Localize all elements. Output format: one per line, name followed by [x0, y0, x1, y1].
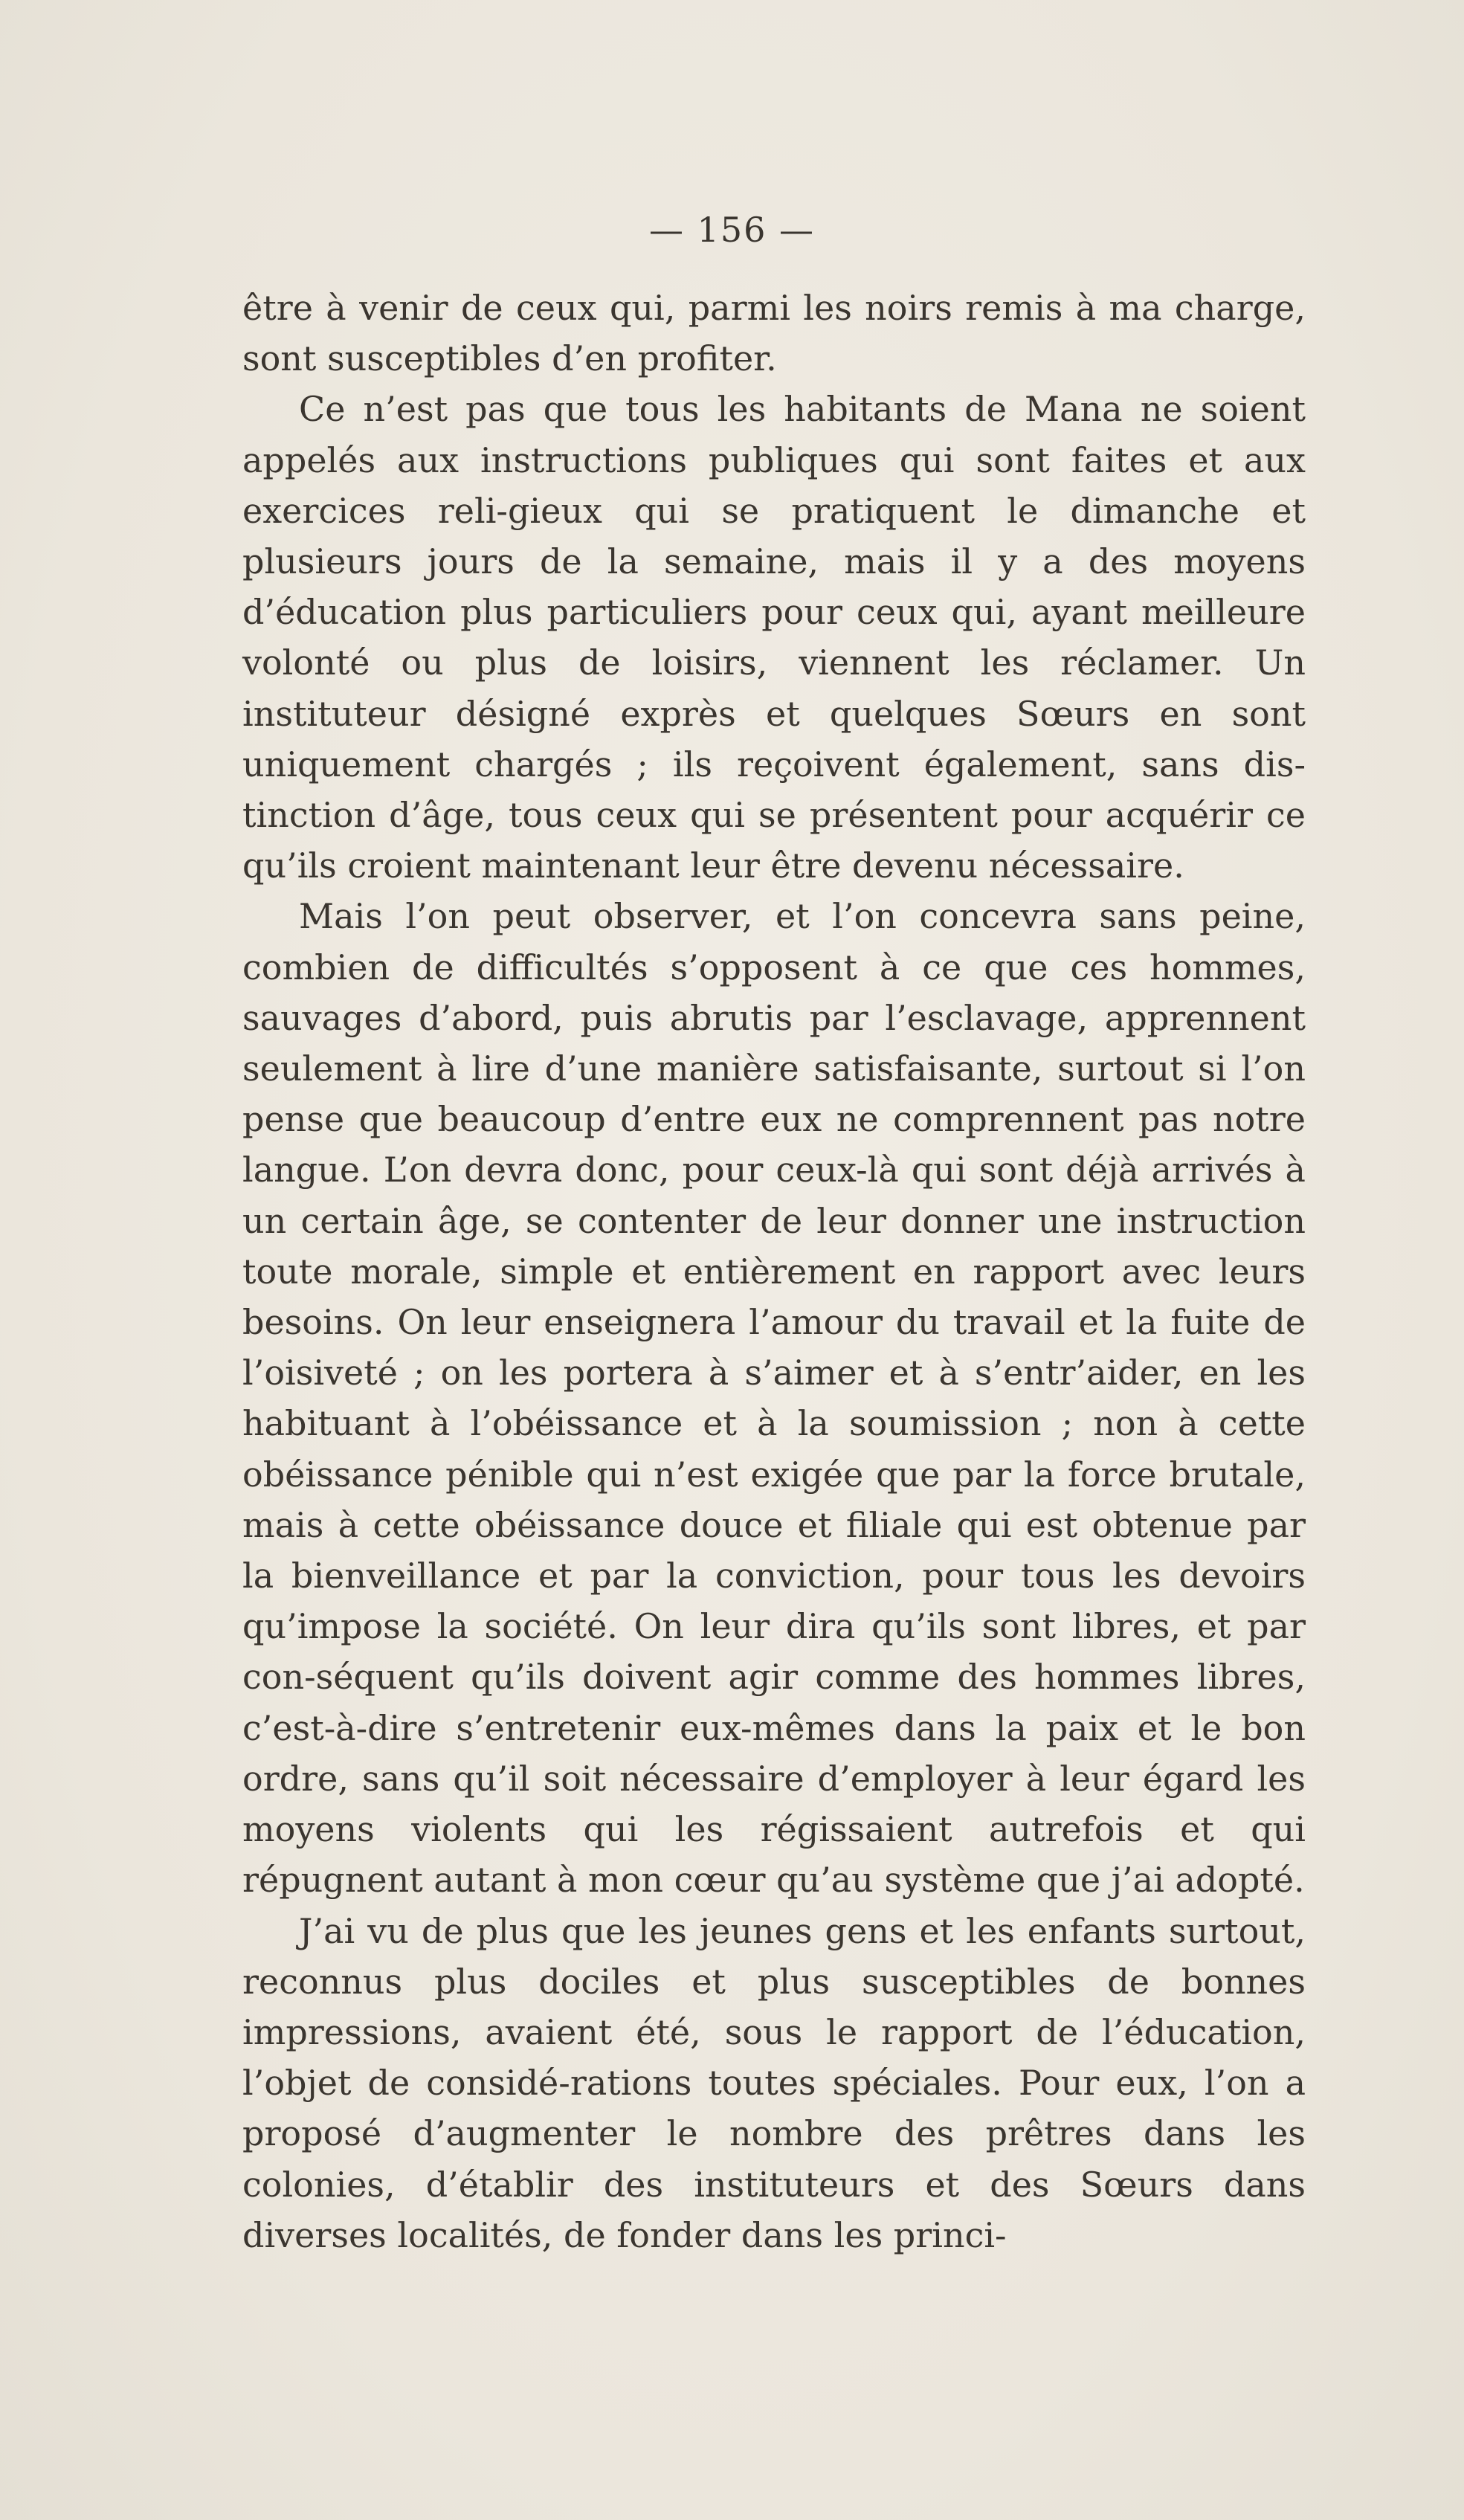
body-text [242, 283, 1306, 2260]
paragraph-4: J’ai vu de plus que les jeunes gens et les enfants surtout, reconnus plus dociles et plus susceptibles de bonnes impressions, avaient été, sous le rapport de l’éducation, l’objet de considé-rations toutes spéciales. Pour eux, l’on a proposé d’augmenter le nombre des prêtres dans les colonies, d’établir des instituteurs et des Sœurs dans diverses localités, de fonder dans les princi- [242, 1910, 1306, 2255]
paragraph-2: Ce n’est pas que tous les habitants de Mana ne soient appelés aux instructions publiques qui sont faites et aux exercices reli-gieux qui se pratiquent le dimanche et plusieurs jours de la semaine, mais il y a des moyens d’éducation plus particuliers pour ceux qui, ayant meilleure volonté ou plus de loisirs, viennent les réclamer. Un instituteur désigné exprès et quelques Sœurs en sont uniquement chargés ; ils reçoivent également, sans dis-tinction d’âge, tous ceux qui se présentent pour acquérir ce qu’ils croient maintenant leur être devenu nécessaire. [242, 389, 1306, 886]
page-number: — 156 — [648, 210, 816, 250]
paragraph-1: être à venir de ceux qui, parmi les noirs remis à ma charge, sont susceptibles d’en profiter. [242, 288, 1306, 379]
paragraph-3: Mais l’on peut observer, et l’on concevra sans peine, combien de difficultés s’opposent à ce que ces hommes, sauvages d’abord, puis abrutis par l’esclavage, apprennent seulement à lire d’une manière satisfaisante, surtout si l’on pense que beaucoup d’entre eux ne comprennent pas notre langue. L’on devra donc, pour ceux-là qui sont déjà arrivés à un certain âge, se contenter de leur donner une instruction toute morale, simple et entièrement en rapport avec leurs besoins. On leur enseignera l’amour du travail et la fuite de l’oisiveté ; on les portera à s’aimer et à s’entr’aider, en les habituant à l’obéissance et à la soumission ; non à cette obéissance pénible qui n’est exigée que par la force brutale, mais à cette obéissance douce et filiale qui est obtenue par la bienveillance et par la conviction, pour tous les devoirs qu’impose la société. On leur dira qu’ils sont libres, et par con-séquent qu’ils doivent agir comme des hommes libres, c’est-à-dire s’entretenir eux-mêmes dans la paix et le bon ordre, sans qu’il soit nécessaire d’employer à leur égard les moyens violents qui les régissaient autrefois et qui répugnent autant à mon cœur qu’au système que j’ai adopté. [242, 896, 1306, 1901]
